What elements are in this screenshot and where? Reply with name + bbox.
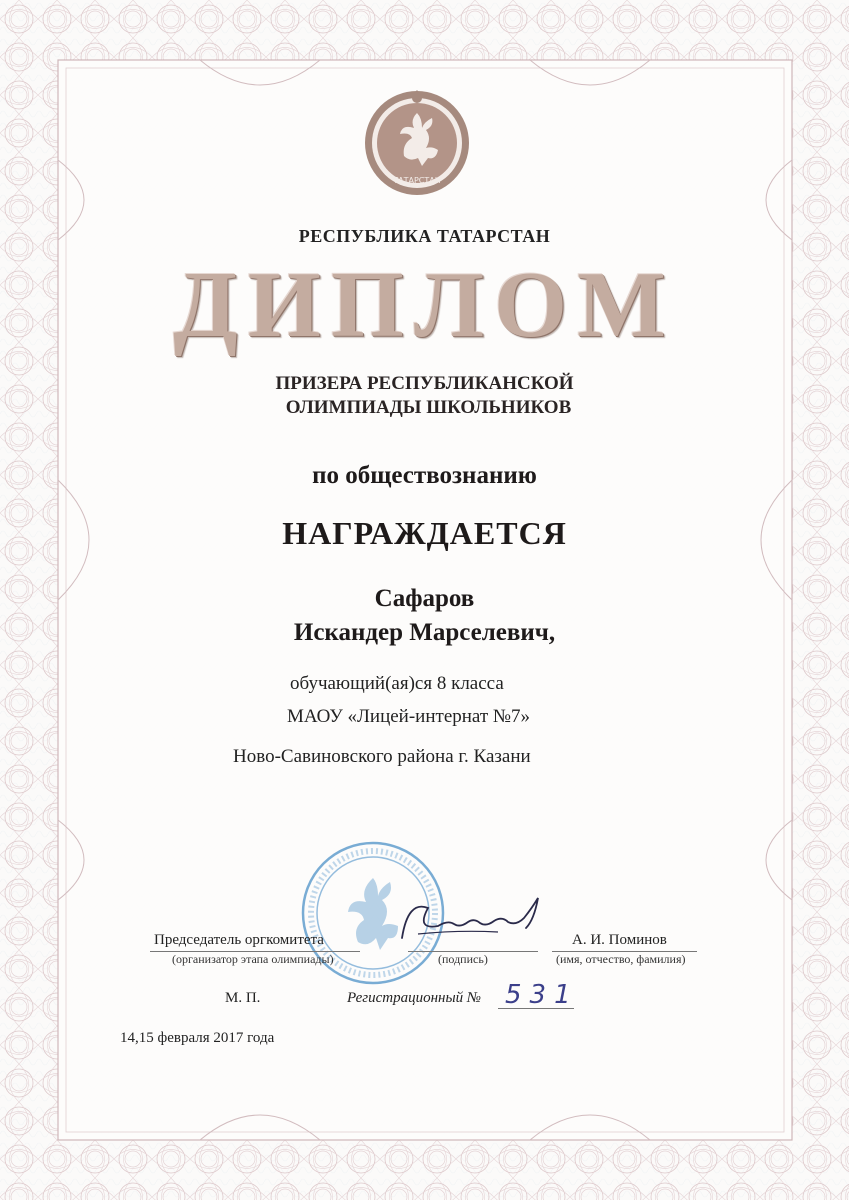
registration-number: 531: [505, 980, 579, 1010]
tatarstan-emblem-icon: [362, 88, 472, 198]
chairman-label: Председатель оргкомитета: [154, 932, 324, 948]
recipient-name: Искандер Марселевич,: [293, 619, 556, 646]
signature-caption: (подпись): [438, 952, 488, 966]
olympiad-subject: по обществознанию: [312, 462, 537, 489]
stamp-place-label: М. П.: [225, 990, 261, 1006]
registration-rule: [498, 1008, 574, 1009]
subtitle-line-1: ПРИЗЕРА РЕСПУБЛИКАНСКОЙ: [275, 373, 574, 394]
signature-icon: [398, 890, 548, 950]
awarded-heading: НАГРАЖДАЕТСЯ: [282, 515, 567, 551]
diploma-subtitle: [0, 372, 849, 420]
subtitle-line-2: ОЛИМПИАДЫ ШКОЛЬНИКОВ: [285, 397, 572, 418]
registration-label: Регистрационный №: [347, 990, 482, 1006]
student-grade: обучающий(ая)ся 8 класса: [290, 673, 504, 694]
name-caption: (имя, отчество, фамилия): [556, 952, 686, 966]
chairman-name: А. И. Поминов: [572, 932, 667, 948]
republic-heading: РЕСПУБЛИКА ТАТАРСТАН: [298, 226, 551, 246]
chairman-caption: (организатор этапа олимпиады): [172, 952, 334, 966]
recipient-surname: Сафаров: [374, 585, 475, 612]
student-district: Ново-Савиновского района г. Казани: [233, 746, 531, 767]
diploma-date: 14,15 февраля 2017 года: [120, 1030, 275, 1046]
student-school: МАОУ «Лицей-интернат №7»: [287, 706, 531, 727]
diploma-title: ДИПЛОМ: [173, 253, 676, 357]
svg-text:ТАТАРСТАН: ТАТАРСТАН: [393, 176, 441, 185]
